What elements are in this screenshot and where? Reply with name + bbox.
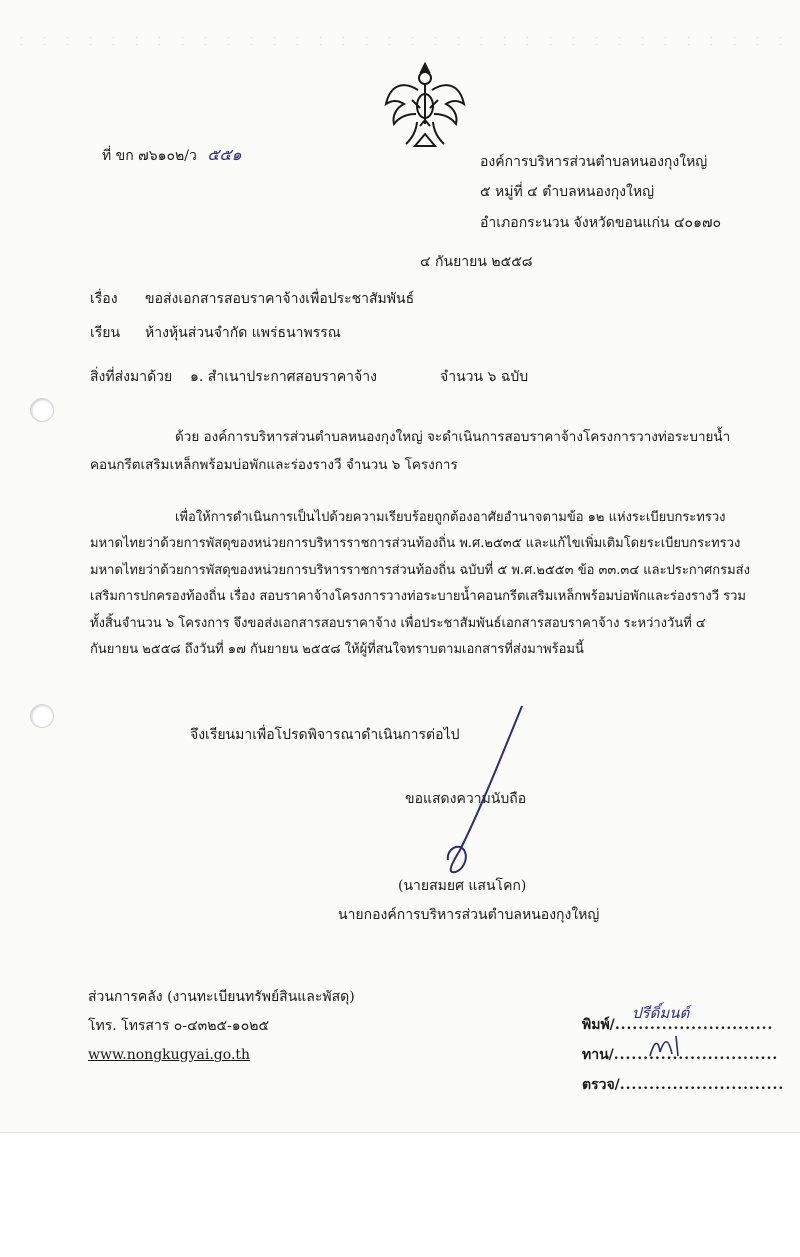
- signer-name: (นายสมยศ แสนโคก): [398, 878, 527, 894]
- signer-title: นายกองค์การบริหารส่วนตำบลหนองกุงใหญ่: [338, 907, 600, 923]
- reference-number: ที่ ขก ๗๖๑๐๒/ว ๕๕๑: [102, 145, 242, 164]
- enclosure-item: ๑. สำเนาประกาศสอบราคาจ้าง: [190, 369, 377, 385]
- punch-hole-top: [30, 398, 54, 422]
- recipient-text: ห้างหุ้นส่วนจำกัด แพร่ธนาพรรณ: [145, 325, 341, 341]
- letter-date: ๔ กันยายน ๒๕๕๘: [420, 254, 533, 270]
- subject-label: เรื่อง: [90, 291, 118, 307]
- body-paragraph-1: ด้วย องค์การบริหารส่วนตำบลหนองกุงใหญ่ จะดำเนินการสอบราคาจ้างโครงการวางท่อระบายน้ำคอนกรีตเสริมเหล็กพร้อมบ่อพักและร่องรางวี จำนวน ๖ โครงการ: [90, 429, 731, 473]
- subject-text: ขอส่งเอกสารสอบราคาจ้างเพื่อประชาสัมพันธ์: [145, 291, 415, 307]
- sender-org: องค์การบริหารส่วนตำบลหนองกุงใหญ่: [480, 154, 708, 170]
- closing-salutation: ขอแสดงความนับถือ: [405, 791, 527, 807]
- checked-by-label: ทาน/: [582, 1047, 614, 1063]
- reference-handwritten: ๕๕๑: [207, 145, 242, 164]
- body-paragraph-2: เพื่อให้การดำเนินการเป็นไปด้วยความเรียบร้อยถูกต้องอาศัยอำนาจตามข้อ ๑๒ แห่งระเบียบกระทรวงมหาดไทยว่าด้วยการพัสดุของหน่วยการบริหารราชการส่วนท้องถิ่น พ.ศ.๒๕๓๕ และแก้ไขเพิ่มเติมโดยระเบียบกระทรวงมหาดไทยว่าด้วยการพัสดุของหน่วยการบริหารราชการส่วนท้องถิ่น ฉบับที่ ๕ พ.ศ.๒๕๕๓ ข้อ ๓๓.๓๔ และประกาศกรมส่งเสริมการปกครองท้องถิ่น เรื่อง สอบราคาจ้างโครงการวางท่อระบายน้ำคอนกรีตเสริมเหล็กพร้อมบ่อพักและร่องรางวี รวมทั้งสิ้นจำนวน ๖ โครงการ จึงขอส่งเอกสารสอบราคาจ้าง เพื่อประชาสัมพันธ์เอกสารสอบราคาจ้าง ระหว่างวันที่ ๔ กันยายน ๒๕๕๘ ถึงวันที่ ๑๗ กันยายน ๒๕๕๘ ให้ผู้ที่สนใจทราบตามเอกสารที่ส่งมาพร้อมนี้: [90, 510, 750, 658]
- signature-mark: [430, 700, 540, 880]
- recipient-label: เรียน: [90, 325, 121, 341]
- garuda-emblem-icon: [382, 60, 468, 152]
- body-paragraph-3: จึงเรียนมาเพื่อโปรดพิจารณาดำเนินการต่อไป: [190, 727, 460, 743]
- enclosure-quantity: จำนวน ๖ ฉบับ: [440, 369, 529, 385]
- typed-by-handwritten: ปรีดิ์มนต์: [632, 1004, 690, 1022]
- typed-by-label: พิมพ์/: [582, 1017, 615, 1033]
- sender-address-line2: อำเภอกระนวน จังหวัดขอนแก่น ๔๐๑๗๐: [480, 215, 722, 231]
- department: ส่วนการคลัง (งานทะเบียนทรัพย์สินและพัสดุ): [88, 989, 355, 1005]
- sender-address-line1: ๕ หมู่ที่ ๔ ตำบลหนองกุงใหญ่: [480, 184, 654, 200]
- scan-speckles: [10, 34, 790, 46]
- checked-by-row: ทาน/............................: [582, 1047, 779, 1063]
- website-link[interactable]: www.nongkugyai.go.th: [88, 1047, 251, 1063]
- typed-by-row: พิมพ์/...........................: [582, 1017, 774, 1033]
- verified-by-row: ตรวจ/............................: [582, 1077, 785, 1093]
- checked-initials-mark: [646, 1032, 690, 1060]
- punch-hole-bottom: [30, 704, 54, 728]
- phone-fax: โทร. โทรสาร ๐-๔๓๒๕-๑๐๒๕: [88, 1018, 270, 1034]
- enclosure-label: สิ่งที่ส่งมาด้วย: [90, 369, 173, 385]
- verified-by-label: ตรวจ/: [582, 1077, 620, 1093]
